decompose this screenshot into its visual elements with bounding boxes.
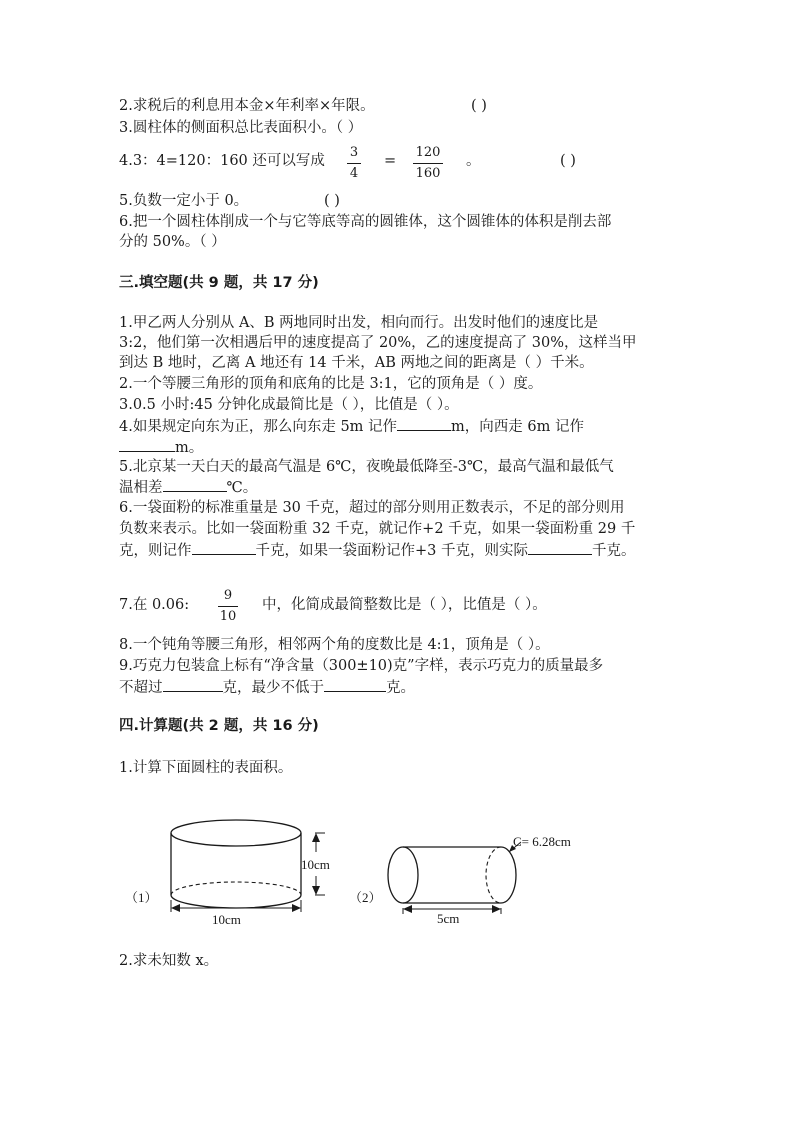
judge-q4-prefix: 4.3：4=120：160 还可以写成 <box>119 153 325 169</box>
judge-q4-equals: = <box>384 153 397 169</box>
figure-1-width-label: 10cm <box>212 912 241 927</box>
figure-1-label: （1） <box>125 890 158 905</box>
judge-q2-answer-paren[interactable]: ( ) <box>471 98 487 114</box>
section-4-heading: 四.计算题(共 2 题，共 16 分) <box>119 718 319 734</box>
fill-q9-line2: 不超过 克，最少不低于 克。 <box>119 677 415 698</box>
cylinder-top-ellipse <box>171 820 301 846</box>
judge-q4-fraction-120-160: 120 160 <box>413 145 443 182</box>
section-3-heading: 三.填空题(共 9 题，共 17 分) <box>119 275 319 291</box>
fill-q6-line1: 6.一袋面粉的标准重量是 30 千克，超过的部分则用正数表示，不足的部分则用 <box>119 500 625 516</box>
judge-q6-line1: 6.把一个圆柱体削成一个与它等底等高的圆锥体，这个圆锥体的体积是削去部 <box>119 214 612 230</box>
figure-1-height-label: 10cm <box>301 857 330 872</box>
answer-blank[interactable] <box>119 437 175 452</box>
fill-q7-suffix: 中，化简成最简整数比是（ ），比值是（ ）。 <box>262 597 547 613</box>
fill-q6-line2: 负数来表示。比如一袋面粉重 32 千克，就记作+2 千克，如果一袋面粉重 29 千 <box>119 521 636 537</box>
judge-q3: 3.圆柱体的侧面积总比表面积小。（ ） <box>119 120 363 136</box>
answer-blank[interactable] <box>163 677 223 692</box>
fill-q1-line2: 3:2，他们第一次相遇后甲的速度提高了 20%，乙的速度提高了 30%，这样当甲 <box>119 335 637 351</box>
judge-q5: 5.负数一定小于 0。 <box>119 193 249 209</box>
answer-blank[interactable] <box>324 677 386 692</box>
calc-q1: 1.计算下面圆柱的表面积。 <box>119 760 293 776</box>
cylinder-figure-2 <box>345 828 590 928</box>
fill-q6-line3: 克，则记作 千克，如果一袋面粉记作+3 千克，则实际 千克。 <box>119 540 635 561</box>
fill-q5-line2: 温相差 ℃。 <box>119 477 257 498</box>
judge-q4-answer-paren[interactable]: ( ) <box>560 153 576 169</box>
answer-blank[interactable] <box>397 416 451 431</box>
judge-q4-period: 。 <box>466 153 481 169</box>
answer-blank[interactable] <box>192 540 256 555</box>
calc-q2: 2.求未知数 x。 <box>119 953 219 969</box>
figure-2-label: （2） <box>349 890 382 905</box>
fill-q2: 2.一个等腰三角形的顶角和底角的比是 3:1，它的顶角是（ ）度。 <box>119 376 543 392</box>
fill-q4-line2: m。 <box>119 437 203 458</box>
answer-blank[interactable] <box>528 540 592 555</box>
fill-q8: 8.一个钝角等腰三角形，相邻两个角的度数比是 4:1，顶角是（ ）。 <box>119 637 550 653</box>
fill-q1-line1: 1.甲乙两人分别从 A、B 两地同时出发，相向而行。出发时他们的速度比是 <box>119 315 599 331</box>
fill-q7-fraction-9-10: 9 10 <box>219 588 237 624</box>
fill-q3: 3.0.5 小时:45 分钟化成最简比是（ ），比值是（ ）。 <box>119 397 459 413</box>
judge-q4-fraction-3-4: 3 4 <box>347 145 361 182</box>
fill-q7-prefix: 7.在 0.06: <box>119 597 190 613</box>
fill-q5-line1: 5.北京某一天白天的最高气温是 6℃，夜晚最低降至-3℃，最高气温和最低气 <box>119 459 614 475</box>
answer-blank[interactable] <box>163 477 227 492</box>
fill-q4-line1: 4.如果规定向东为正，那么向东走 5m 记作 m，向西走 6m 记作 <box>119 416 584 437</box>
judge-q2: 2.求税后的利息用本金×年利率×年限。 <box>119 98 375 114</box>
cylinder-left-ellipse <box>388 847 418 903</box>
judge-q6-line2: 分的 50%。（ ） <box>119 234 226 250</box>
fill-q1-line3: 到达 B 地时，乙离 A 地还有 14 千米，AB 两地之间的距离是（ ）千米。 <box>119 355 594 371</box>
fill-q9-line1: 9.巧克力包装盒上标有“净含量（300±10)克”字样，表示巧克力的质量最多 <box>119 658 604 674</box>
judge-q5-answer-paren[interactable]: ( ) <box>324 193 340 209</box>
figure-2-length-label: 5cm <box>437 911 460 926</box>
figure-2-circumference-label: C= 6.28cm <box>513 834 571 849</box>
